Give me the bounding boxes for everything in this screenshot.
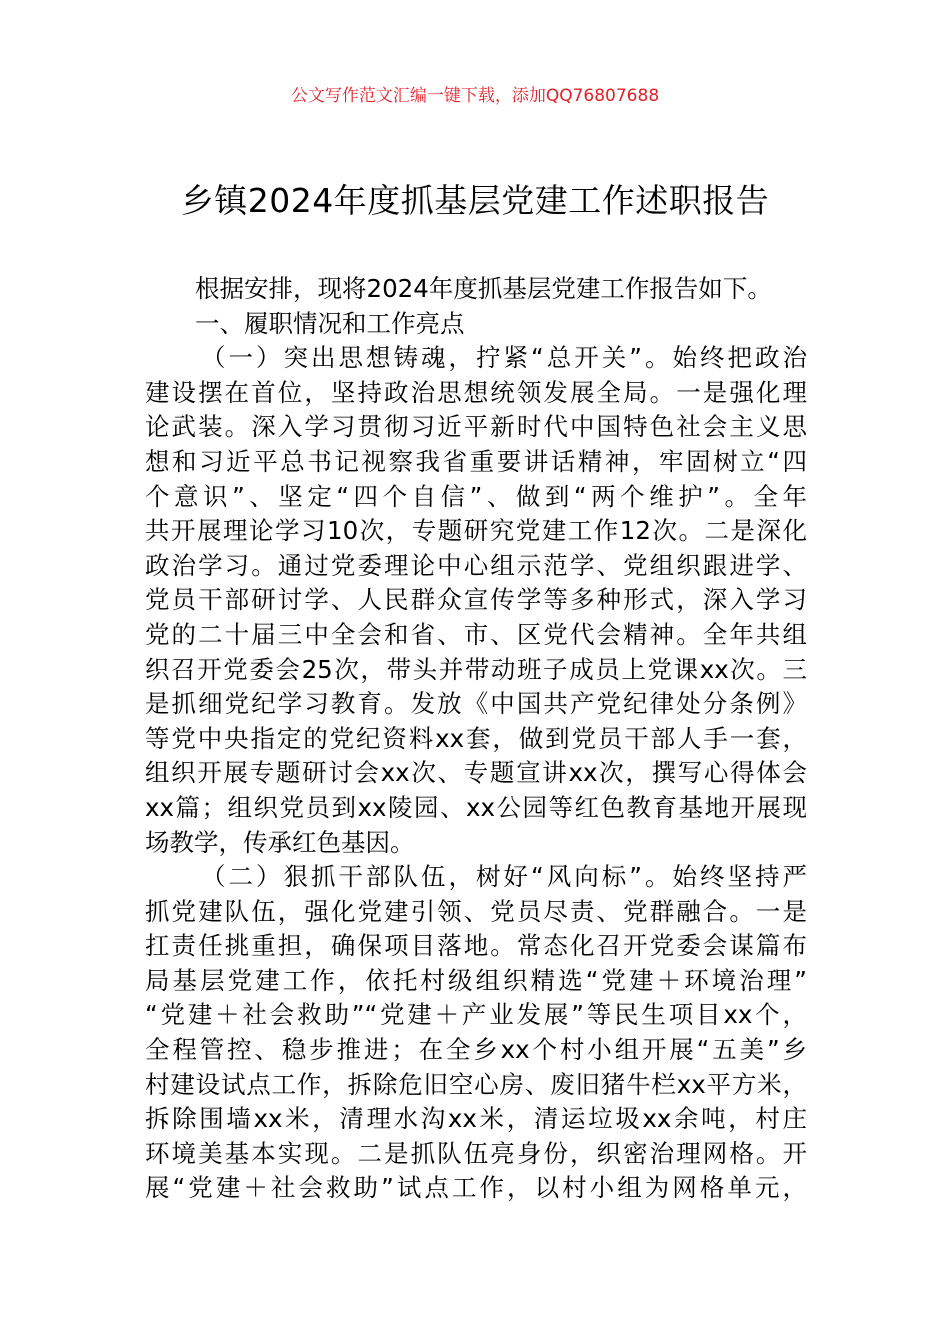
paragraph-line: 组织开展专题研讨会xx次、专题宣讲xx次，撰写心得体会 [145,758,807,788]
subsection-heading-2: （二）狠抓干部队伍，树好“风向标”。始终坚持严 [201,862,807,892]
intro-line: 根据安排，现将2024年度抓基层党建工作报告如下。 [195,274,772,303]
document-body [145,272,807,1206]
paragraph-line: “党建＋社会救助”“党建＋产业发展”等民生项目xx个， [145,1000,807,1030]
paragraph-line: 织召开党委会25次，带头并带动班子成员上党课xx次。三 [145,654,807,684]
section-heading-1: 一、履职情况和工作亮点 [195,308,465,338]
paragraph-line: xx篇；组织党员到xx陵园、xx公园等红色教育基地开展现 [145,792,807,822]
paragraph-line: 论武装。深入学习贯彻习近平新时代中国特色社会主义思 [145,412,807,442]
paragraph-line: 扛责任挑重担，确保项目落地。常态化召开党委会谋篇布 [145,931,807,961]
paragraph-line: 环境美基本实现。二是抓队伍亮身份，织密治理网格。开 [145,1138,807,1168]
paragraph-line: 拆除围墙xx米，清理水沟xx米，清运垃圾xx余吨，村庄 [145,1104,807,1134]
document-title: 乡镇2024年度抓基层党建工作述职报告 [180,181,770,220]
paragraph-line: 全程管控、稳步推进；在全乡xx个村小组开展“五美”乡 [145,1035,807,1065]
paragraph-line: 等党中央指定的党纪资料xx套，做到党员干部人手一套， [145,723,807,753]
paragraph-line: 展“党建＋社会救助”试点工作，以村小组为网格单元， [145,1173,807,1203]
paragraph-line: 个意识”、坚定“四个自信”、做到“两个维护”。全年 [145,481,807,511]
paragraph-line: 党员干部研讨学、人民群众宣传学等多种形式，深入学习 [145,585,807,615]
paragraph-line: 局基层党建工作，依托村级组织精选“党建＋环境治理” [145,965,807,995]
paragraph-line: 场教学，传承红色基因。 [145,827,415,857]
paragraph-line: 村建设试点工作，拆除危旧空心房、废旧猪牛栏xx平方米， [145,1069,807,1099]
paragraph-line: 抓党建队伍，强化党建引领、党员尽责、党群融合。一是 [145,896,807,926]
watermark-banner: 公文写作范文汇编一键下载，添加QQ76807688 [290,86,660,106]
paragraph-line: 政治学习。通过党委理论中心组示范学、党组织跟进学、 [145,550,807,580]
paragraph-line: 建设摆在首位，坚持政治思想统领发展全局。一是强化理 [145,377,807,407]
paragraph-line: 共开展理论学习10次，专题研究党建工作12次。二是深化 [145,516,807,546]
paragraph-line: 是抓细党纪学习教育。发放《中国共产党纪律处分条例》 [145,689,807,719]
paragraph-line: 想和习近平总书记视察我省重要讲话精神，牢固树立“四 [145,446,807,476]
subsection-heading-1: （一）突出思想铸魂，拧紧“总开关”。始终把政治 [201,343,807,373]
paragraph-line: 党的二十届三中全会和省、市、区党代会精神。全年共组 [145,619,807,649]
